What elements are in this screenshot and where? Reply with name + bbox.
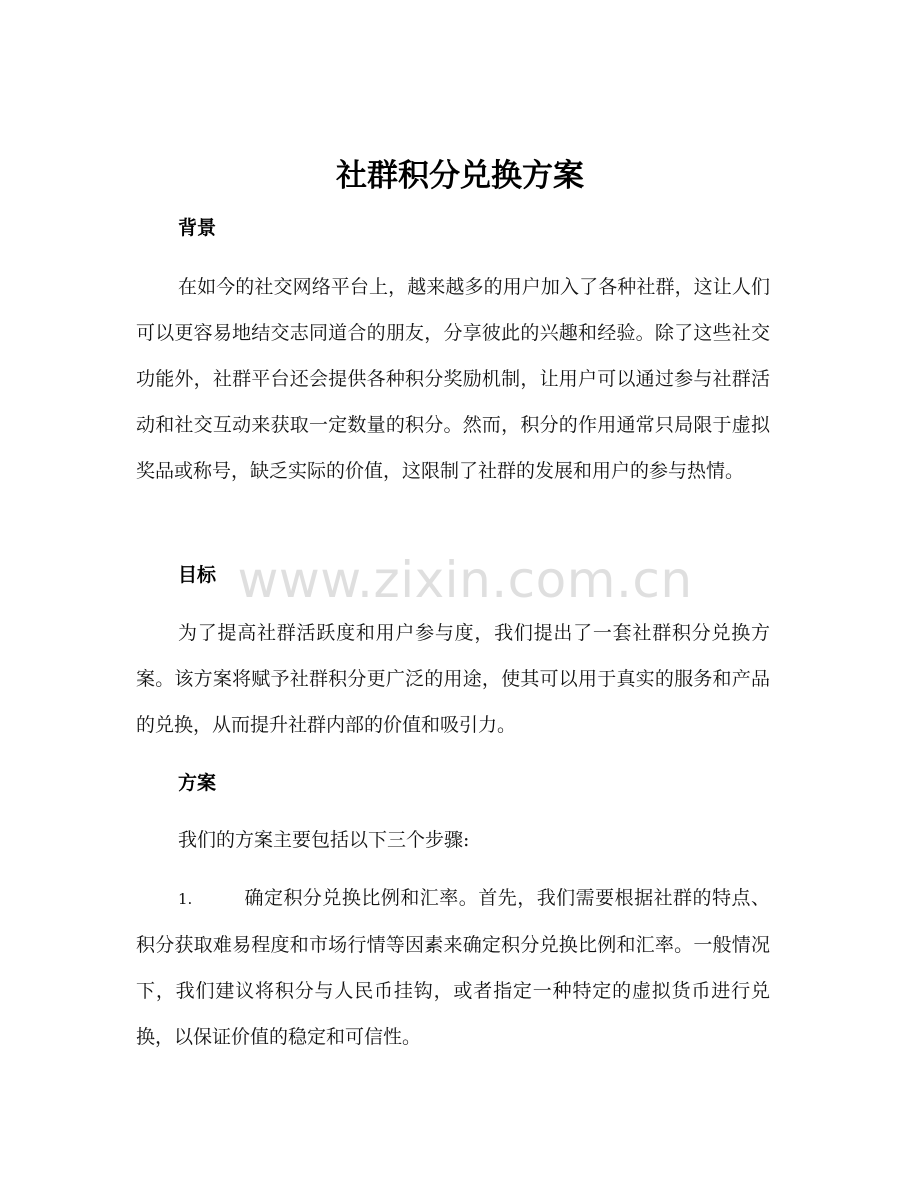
document-title: 社群积分兑换方案 xyxy=(336,158,584,194)
section-heading-plan: 方案 xyxy=(178,772,217,794)
section-heading-goal: 目标 xyxy=(178,564,217,586)
list-item-number: 1. xyxy=(178,890,193,908)
watermark: www.zixin.com.cn xyxy=(237,551,693,609)
plan-list-item xyxy=(136,875,770,1060)
background-paragraph: 在如今的社交网络平台上，越来越多的用户加入了各种社群，这让人们可以更容易地结交志同道合的朋友，分享彼此的兴趣和经验。除了这些社交功能外，社群平台还会提供各种积分奖励机制，让用户可以通过参与社群活动和社交互动来获取一定数量的积分。然而，积分的作用通常只局限于虚拟奖品或称号，缺乏实际的价值，这限制了社群的发展和用户的参与热情。 xyxy=(136,276,770,482)
section-heading-background: 背景 xyxy=(178,217,217,239)
goal-paragraph: 为了提高社群活跃度和用户参与度，我们提出了一套社群积分兑换方案。该方案将赋予社群积分更广泛的用途，使其可以用于真实的服务和产品的兑换，从而提升社群内部的价值和吸引力。 xyxy=(136,622,770,736)
list-item-text: 确定积分兑换比例和汇率。首先，我们需要根据社群的特点、积分获取难易程度和市场行情等因素来确定积分兑换比例和汇率。一般情况下，我们建议将积分与人民币挂钩，或者指定一种特定的虚拟货币进行兑换，以保证价值的稳定和可信性。 xyxy=(136,887,770,1048)
plan-intro-paragraph: 我们的方案主要包括以下三个步骤: xyxy=(178,829,470,851)
